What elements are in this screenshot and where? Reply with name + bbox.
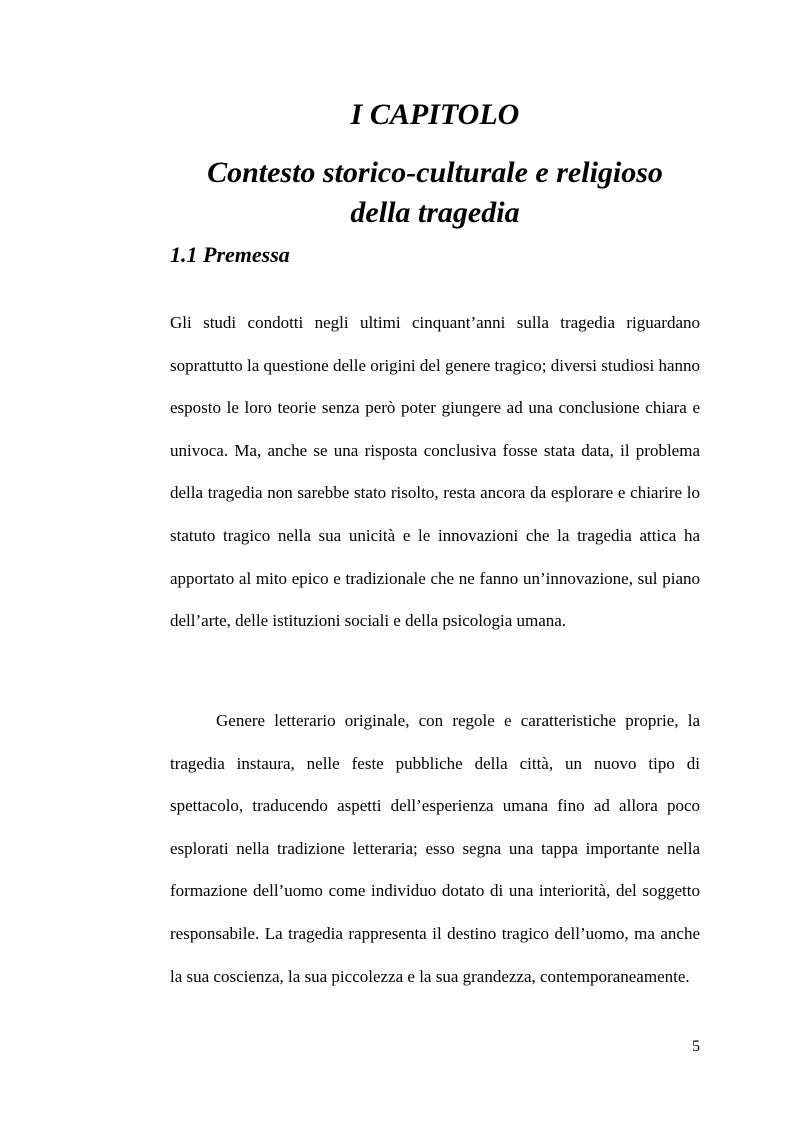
chapter-title-line-1: Contesto storico-culturale e religioso (207, 156, 663, 189)
page-number: 5 (692, 1038, 700, 1055)
chapter-title-line-2: della tragedia (350, 196, 520, 229)
chapter-label: I CAPITOLO (350, 98, 520, 131)
section-heading: 1.1 Premessa (170, 242, 290, 267)
chapter-title (170, 153, 700, 233)
body-paragraph-1: Gli studi condotti negli ultimi cinquant’anni sulla tragedia riguardano soprattutto la questione delle origini del genere tragico; diversi studiosi hanno esposto le loro teorie senza però poter giungere ad una conclusione chiara e univoca. Ma, anche se una risposta conclusiva fosse stata data, il problema della tragedia non sarebbe stato risolto, resta ancora da esplorare e chiarire lo statuto tragico nella sua unicità e le innovazioni che la tragedia attica ha apportato al mito epico e tradizionale che ne fanno un’innovazione, sul piano dell’arte, delle istituzioni sociali e della psicologia umana. (170, 313, 700, 631)
body-paragraph-2: Genere letterario originale, con regole e caratteristiche proprie, la tragedia instaura, nelle feste pubbliche della città, un nuovo tipo di spettacolo, traducendo aspetti dell’esperienza umana fino ad allora poco esplorati nella tradizione letteraria; esso segna una tappa importante nella formazione dell’uomo come individuo dotato di una interiorità, del soggetto responsabile. La tragedia rappresenta il destino tragico dell’uomo, ma anche la sua coscienza, la sua piccolezza e la sua grandezza, contemporaneamente. (170, 711, 700, 986)
